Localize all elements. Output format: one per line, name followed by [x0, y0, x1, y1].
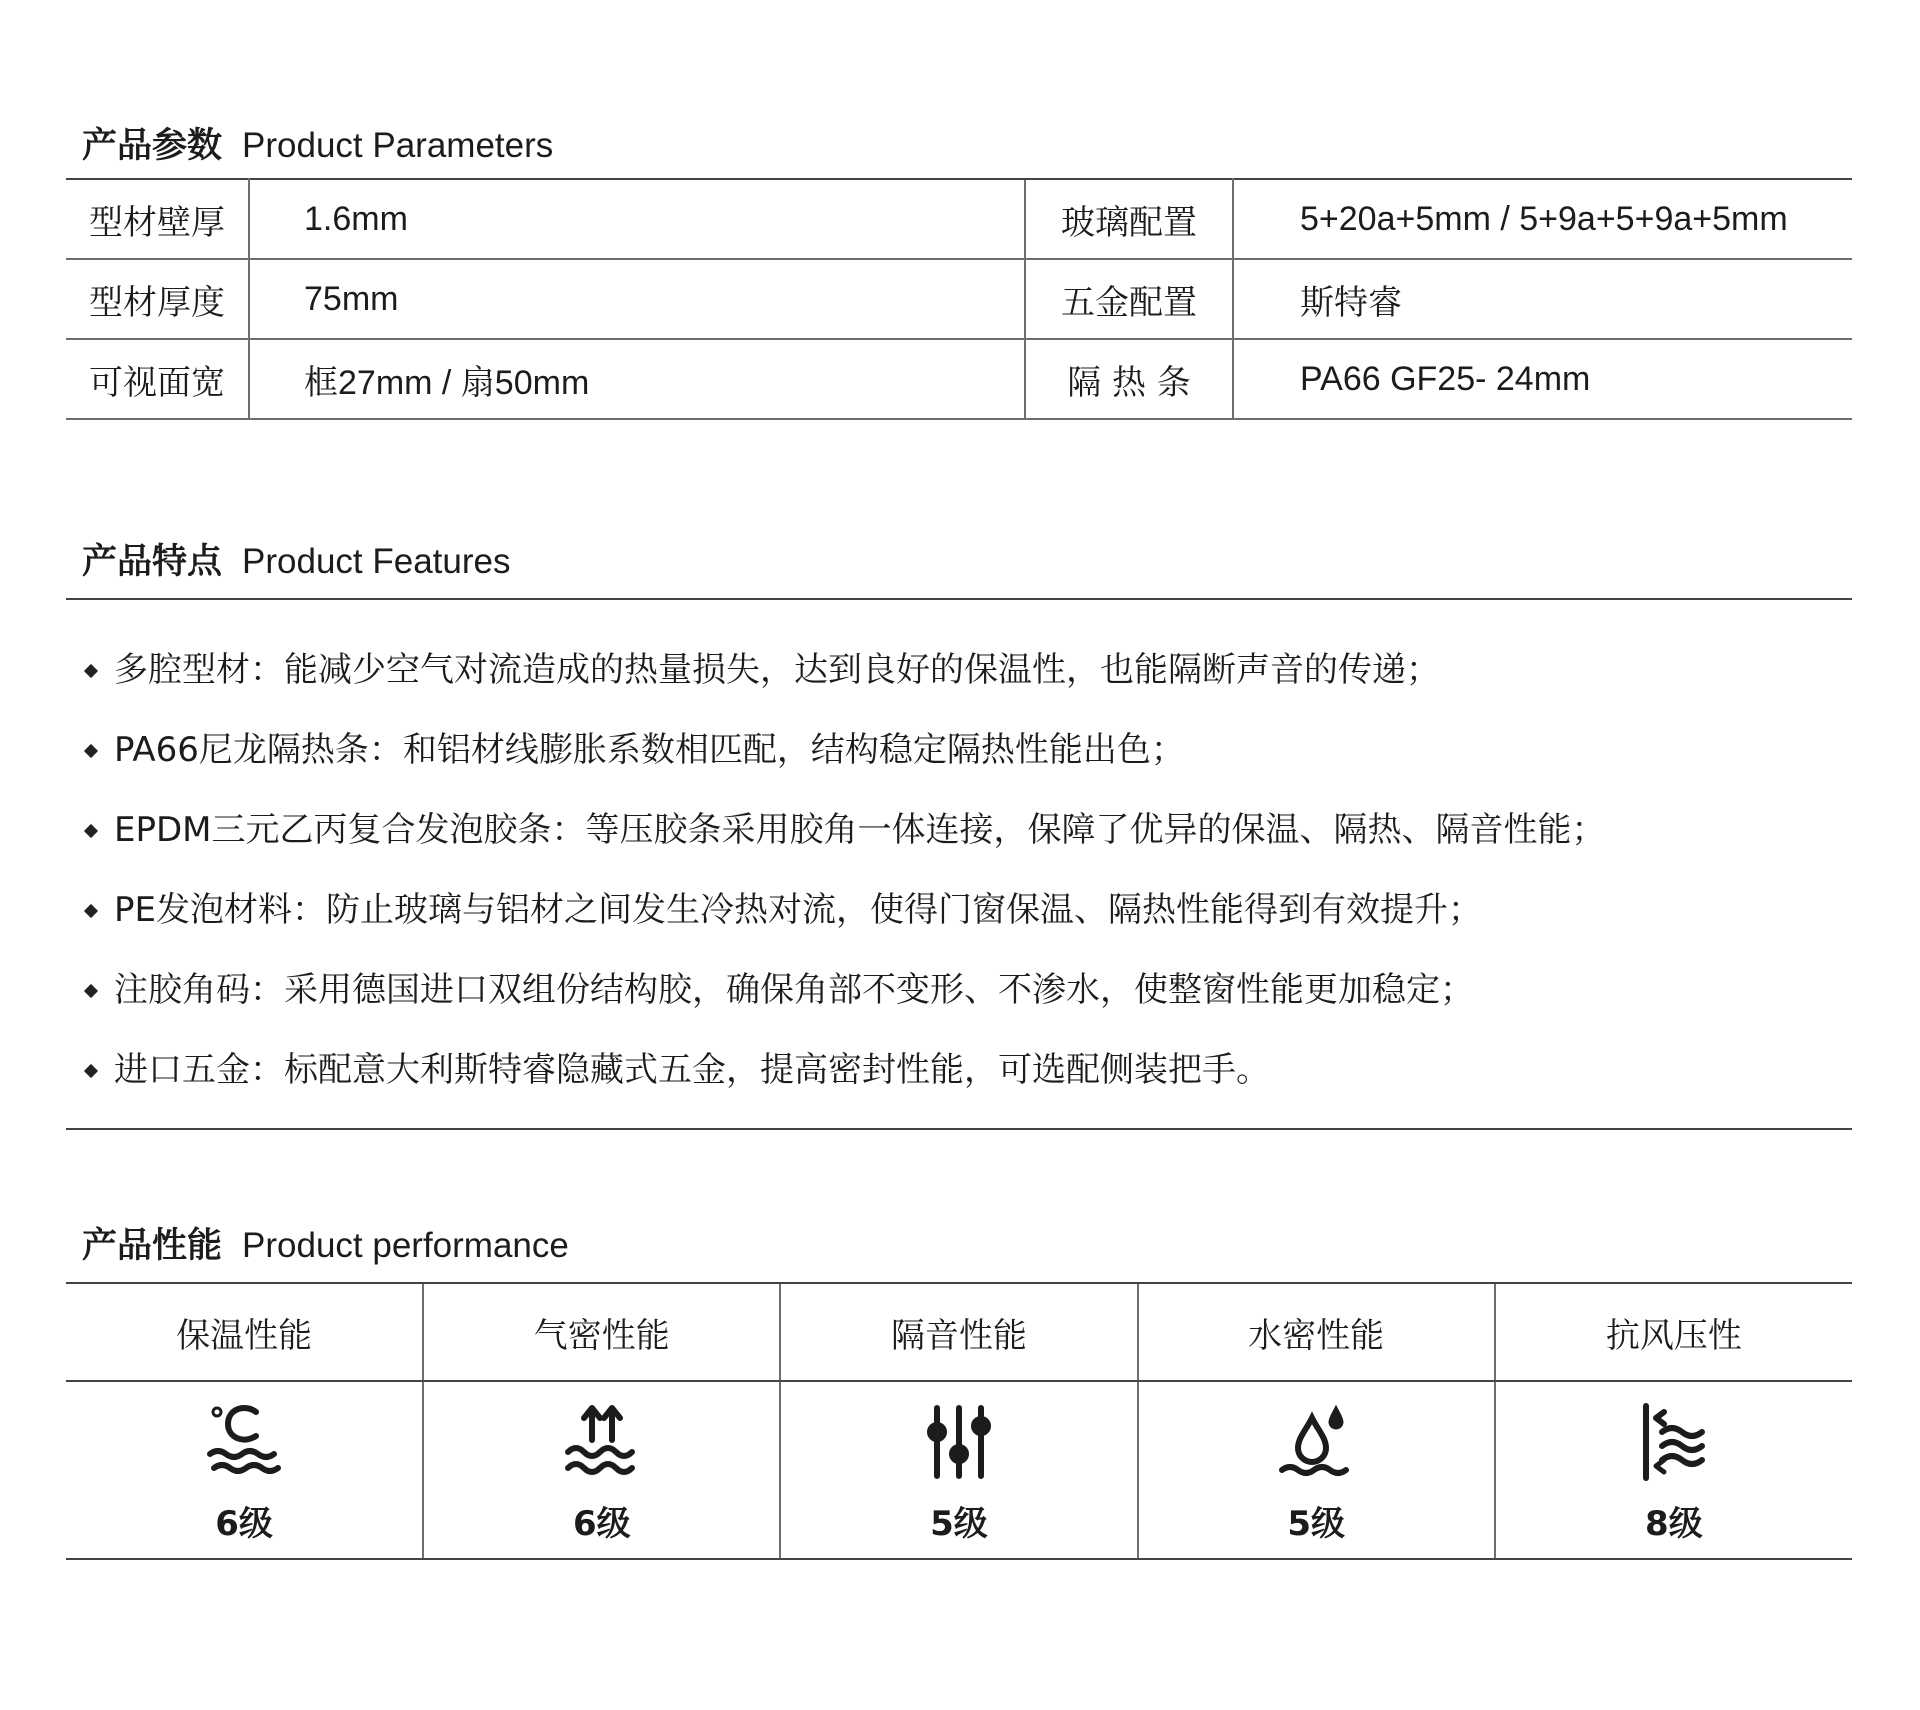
bullet-icon — [84, 664, 98, 678]
list-item — [86, 710, 1606, 790]
performance-cell — [1495, 1381, 1852, 1559]
bullet-icon — [84, 744, 98, 758]
performance-cell — [780, 1381, 1137, 1559]
features-title-zh: 产品特点 — [82, 542, 223, 582]
parameters-title — [82, 126, 553, 166]
performance-cell — [66, 1381, 423, 1559]
divider — [66, 598, 1852, 600]
param-label: 型材厚度 — [66, 259, 249, 339]
param-value: 1.6mm — [249, 179, 1025, 259]
param-value: 斯特睿 — [1233, 259, 1852, 339]
parameters-table — [66, 178, 1852, 420]
bullet-icon — [84, 1064, 98, 1078]
grade-value: 5级 — [930, 1504, 988, 1544]
list-item — [86, 790, 1606, 870]
performance-title — [82, 1226, 569, 1266]
wind-pressure-icon — [1634, 1402, 1714, 1482]
param-label: 五金配置 — [1025, 259, 1233, 339]
param-value: 75mm — [249, 259, 1025, 339]
param-value: 5+20a+5mm / 5+9a+5+9a+5mm — [1233, 179, 1852, 259]
table-header-row — [66, 1283, 1852, 1381]
grade-value: 6级 — [215, 1504, 273, 1544]
param-label: 隔 热 条 — [1025, 339, 1233, 419]
sliders-icon — [919, 1402, 999, 1482]
performance-cell — [1138, 1381, 1495, 1559]
parameters-title-en: Product Parameters — [242, 126, 554, 165]
performance-table — [66, 1282, 1852, 1560]
param-label: 玻璃配置 — [1025, 179, 1233, 259]
thermometer-waves-icon — [204, 1402, 284, 1482]
list-item — [86, 630, 1606, 710]
features-title-en: Product Features — [242, 542, 511, 581]
table-row — [66, 179, 1852, 259]
features-title — [82, 542, 510, 582]
airflow-waves-icon — [562, 1402, 642, 1482]
list-item — [86, 870, 1606, 950]
features-list — [86, 630, 1606, 1110]
column-header: 抗风压性 — [1495, 1283, 1852, 1381]
feature-text: PE发泡材料：防止玻璃与铝材之间发生冷热对流，使得门窗保温、隔热性能得到有效提升； — [114, 890, 1482, 930]
table-row — [66, 1381, 1852, 1559]
performance-cell — [423, 1381, 780, 1559]
feature-text: 注胶角码：采用德国进口双组份结构胶，确保角部不变形、不渗水，使整窗性能更加稳定； — [114, 970, 1474, 1010]
grade-value: 8级 — [1645, 1504, 1703, 1544]
param-label: 可视面宽 — [66, 339, 249, 419]
bullet-icon — [84, 824, 98, 838]
param-value: 框27mm / 扇50mm — [249, 339, 1025, 419]
parameters-title-zh: 产品参数 — [82, 126, 223, 166]
feature-text: EPDM三元乙丙复合发泡胶条：等压胶条采用胶角一体连接，保障了优异的保温、隔热、隔音性能； — [114, 810, 1606, 850]
grade-value: 6级 — [572, 1504, 631, 1544]
column-header: 水密性能 — [1138, 1283, 1495, 1381]
feature-text: PA66尼龙隔热条：和铝材线膨胀系数相匹配，结构稳定隔热性能出色； — [114, 730, 1185, 770]
column-header: 保温性能 — [66, 1283, 423, 1381]
divider — [66, 1128, 1852, 1130]
table-row — [66, 339, 1852, 419]
column-header: 隔音性能 — [780, 1283, 1137, 1381]
column-header: 气密性能 — [423, 1283, 780, 1381]
list-item — [86, 950, 1606, 1030]
feature-text: 进口五金：标配意大利斯特睿隐藏式五金，提高密封性能，可选配侧装把手。 — [114, 1050, 1270, 1090]
bullet-icon — [84, 984, 98, 998]
performance-title-en: Product performance — [242, 1226, 569, 1265]
bullet-icon — [84, 904, 98, 918]
param-label: 型材壁厚 — [66, 179, 249, 259]
list-item — [86, 1030, 1606, 1110]
grade-value: 5级 — [1287, 1504, 1345, 1544]
performance-title-zh: 产品性能 — [82, 1226, 223, 1266]
table-row — [66, 259, 1852, 339]
water-drop-icon — [1276, 1402, 1356, 1482]
param-value: PA66 GF25- 24mm — [1233, 339, 1852, 419]
feature-text: 多腔型材：能减少空气对流造成的热量损失，达到良好的保温性，也能隔断声音的传递； — [114, 650, 1440, 690]
